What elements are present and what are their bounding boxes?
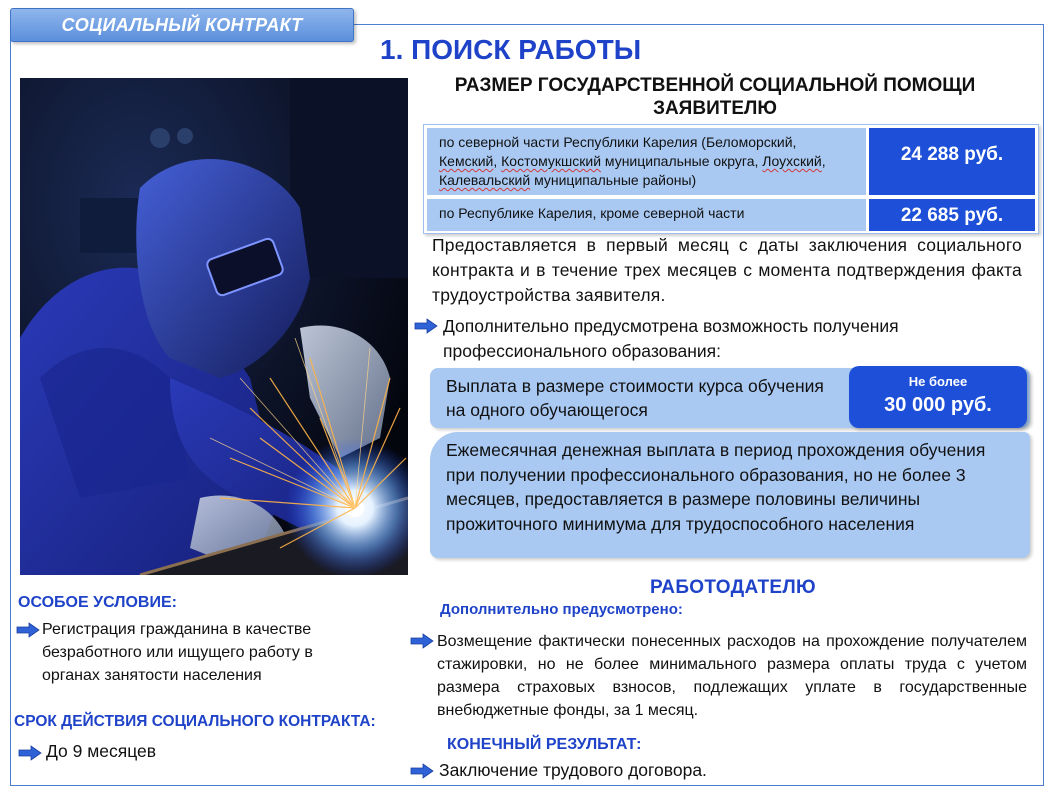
term-title: СРОК ДЕЙСТВИЯ СОЦИАЛЬНОГО КОНТРАКТА: bbox=[14, 713, 376, 730]
result-title: КОНЕЧНЫЙ РЕЗУЛЬТАТ: bbox=[447, 736, 642, 753]
header-tab-label: СОЦИАЛЬНЫЙ КОНТРАКТ bbox=[61, 14, 303, 35]
aid-amount-other: 22 685 руб. bbox=[869, 199, 1035, 231]
employer-title: РАБОТОДАТЕЛЮ bbox=[650, 577, 816, 598]
monthly-payment-box bbox=[430, 432, 1030, 558]
special-condition-text: Регистрация гражданина в качестве безработного или ищущего работу в органах занятости населения bbox=[42, 621, 313, 684]
right-arrow-icon bbox=[410, 763, 434, 779]
right-arrow-icon bbox=[410, 633, 434, 649]
employer-subtitle: Дополнительно предусмотрено: bbox=[440, 601, 683, 618]
aid-table bbox=[423, 124, 1039, 234]
result-text: Заключение трудового договора. bbox=[439, 760, 707, 780]
term-text: До 9 месяцев bbox=[46, 741, 157, 761]
special-condition-title: ОСОБОЕ УСЛОВИЕ: bbox=[18, 594, 177, 611]
limit-label: Не более bbox=[908, 374, 968, 389]
limit-badge bbox=[849, 366, 1027, 428]
aid-row-north bbox=[427, 128, 1035, 195]
page-title: 1. ПОИСК РАБОТЫ bbox=[380, 34, 642, 65]
aid-row-other bbox=[427, 199, 1035, 231]
aid-region-north: по северной части Республики Карелия (Беломорский, Кемский, Костомукшский муниципальные округа, Лоухский, Калевальский муниципальные районы) bbox=[427, 128, 866, 195]
extra-education-text: Дополнительно предусмотрена возможность получения профессионального образования: bbox=[443, 316, 899, 361]
provided-text: Предоставляется в первый месяц с даты заключения социального контракта и в течение трех месяцев с момента подтверждения факта трудоустройства заявителя. bbox=[432, 235, 1022, 305]
course-payment-text: Выплата в размере стоимости курса обучения на одного обучающегося bbox=[446, 376, 824, 420]
monthly-payment-text: Ежемесячная денежная выплата в период прохождения обучения при получении профессионального образования, но не более 3 месяцев, предоставляется в размере половины величины прожиточного минимума для трудоспособного населения bbox=[446, 440, 986, 534]
aid-amount-north: 24 288 руб. bbox=[869, 128, 1035, 195]
aid-region-other: по Республике Карелия, кроме северной части bbox=[427, 199, 866, 231]
right-arrow-icon bbox=[18, 745, 42, 761]
right-arrow-icon bbox=[16, 622, 40, 638]
welder-photo bbox=[20, 78, 408, 575]
header-tab bbox=[10, 8, 354, 42]
aid-title: РАЗМЕР ГОСУДАРСТВЕННОЙ СОЦИАЛЬНОЙ ПОМОЩИ ЗАЯВИТЕЛЮ bbox=[454, 75, 976, 119]
limit-value: 30 000 руб. bbox=[884, 394, 992, 416]
right-arrow-icon bbox=[414, 318, 438, 334]
employer-text: Возмещение фактически понесенных расходов на прохождение получателем стажировки, но не более минимального размера оплаты труда с учетом размера страховых взносов, подлежащих уплате в государственные внебюджетные фонды, за 1 месяц. bbox=[437, 633, 1027, 719]
